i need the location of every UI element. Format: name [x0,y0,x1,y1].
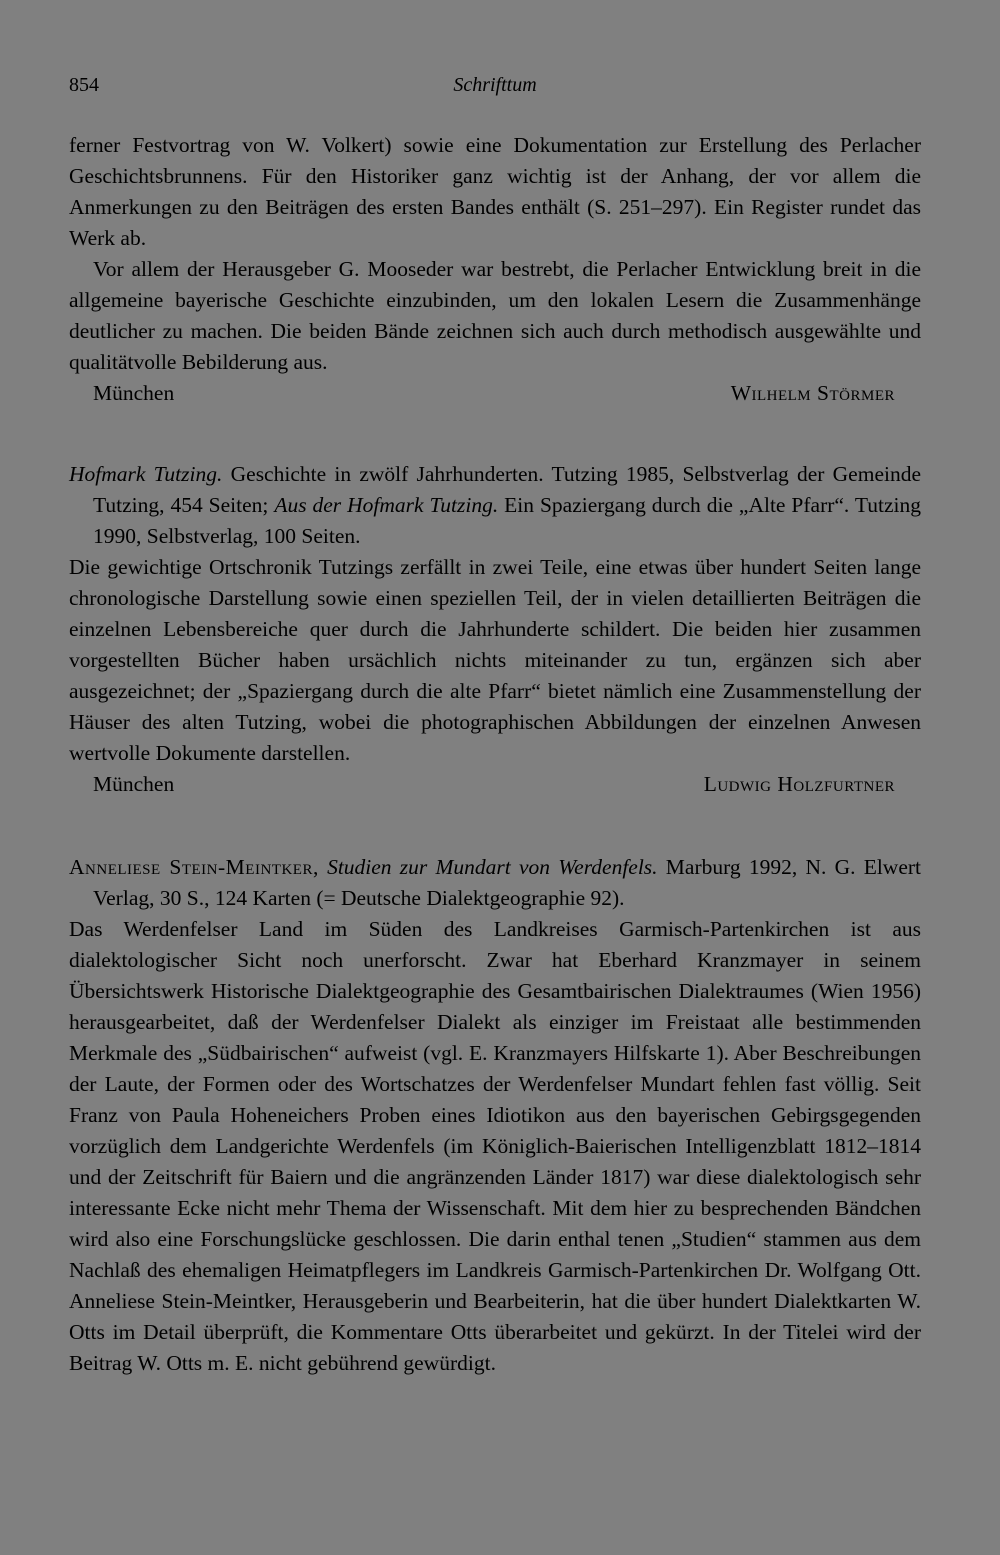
review-paragraph: ferner Festvortrag von W. Volkert) sowie eine Dokumentation zur Erstellung des Perlacher Geschichtsbrunnens. Für den Historiker ganz wichtig ist der Anhang, der vor allem die Anmerkungen zu den Beiträgen des ersten Bandes enthält (S. 251–297). Ein Register rundet das Werk ab. [69,133,921,250]
review-werdenfels [69,852,921,1379]
review-body: Die gewichtige Ortschronik Tutzings zerfällt in zwei Teile, eine etwas über hundert Seiten lange chronologische Darstellung sowie einen speziellen Teil, der in vielen detaillierten Beiträgen die einzelnen Lebensbereiche quer durch die Jahrhunderte schildert. Die beiden hier zusammen vorgestellten Bücher haben ursächlich nichts miteinander zu tun, ergänzen sich aber ausgezeichnet; der „Spaziergang durch die alte Pfarr“ bietet nämlich eine Zusammenstellung der Häuser des alten Tutzing, wobei die photographischen Abbildungen der einzelnen Anwesen wertvolle Dokumente darstellen. [69,555,921,765]
review-signature [69,769,921,800]
bibliographic-entry [69,852,921,914]
signature-place: München [93,381,175,405]
book-title: Studien zur Mundart von Werdenfels. [327,855,658,879]
book-author: Anneliese Stein-Meintker, [69,855,319,879]
bibliographic-entry [69,459,921,552]
signature-reviewer: Ludwig Holzfurtner [703,772,895,796]
review-paragraph: Vor allem der Herausgeber G. Mooseder war bestrebt, die Perlacher Entwicklung breit in die allgemeine bayerische Geschichte einzubinden, um den lokalen Lesern die Zusammenhänge deutlicher zu machen. Die beiden Bände zeichnen sich auch durch methodisch ausgewählte und qualitätvolle Bebilderung aus. [69,257,921,374]
page-header [69,60,921,100]
signature-place: München [93,772,175,796]
running-title: Schrifttum [453,74,537,96]
book-title: Hofmark Tutzing. [69,462,223,486]
bibliographic-details: Geschichte in zwölf Jahrhunderten. Tutzing 1985, Selbstverlag der Gemeinde Tutzing, 454 Seiten; [93,462,921,517]
review-body: Das Werdenfelser Land im Süden des Landkreises Garmisch-Partenkirchen ist aus dialektologischer Sicht noch unerforscht. Zwar hat Eberhard Kranzmayer in seinem Übersichtswerk Historische Dialektgeographie des Gesamtbairischen Dialektraumes (Wien 1956) herausgearbeitet, daß der Werdenfelser Dialekt als einziger im Freistaat alle bestimmenden Merkmale des „Südbairischen“ aufweist (vgl. E. Kranzmayers Hilfskarte 1). Aber Beschreibungen der Laute, der Formen oder des Wortschatzes der Werdenfelser Mundart fehlen fast völlig. Seit Franz von Paula Hoheneichers Proben eines Idiotikon aus den bayerischen Gebirgsgegenden vorzüglich dem Landgerichte Werdenfels (im Königlich-Baierischen Intelligenzblatt 1812–1814 und der Zeitschrift für Baiern und die angränzenden Länder 1817) war diese dialektologisch sehr interessante Ecke nicht mehr Thema der Wissenschaft. Mit dem hier zu besprechenden Bändchen wird also eine Forschungslücke geschlossen. Die darin enthal tenen „Studien“ stammen aus dem Nachlaß des ehemaligen Heimatpflegers im Landkreis Garmisch-Partenkirchen Dr. Wolfgang Ott. Anneliese Stein-Meintker, Herausgeberin und Bearbeiterin, hat die über hundert Dialektkarten W. Otts im Detail überprüft, die Kommentare Otts überarbeitet und gekürzt. In der Titelei wird der Beitrag W. Otts m. E. nicht gebührend gewürdigt. [69,917,921,1375]
review-tutzing [69,459,921,800]
book-title: Aus der Hofmark Tutzing. [274,493,499,517]
page-number: 854 [69,74,99,96]
bibliographic-details: Ein Spaziergang durch die „Alte Pfarr“. Tutzing 1990, Selbstverlag, 100 Seiten. [93,493,921,548]
bibliographic-details: Marburg 1992, N. G. Elwert Verlag, 30 S., 124 Karten (= Deutsche Dialektgeographie 92). [93,855,922,910]
review-signature [69,378,921,409]
review-stoermer [69,130,921,409]
signature-reviewer: Wilhelm Störmer [730,381,895,405]
page [69,60,921,1530]
